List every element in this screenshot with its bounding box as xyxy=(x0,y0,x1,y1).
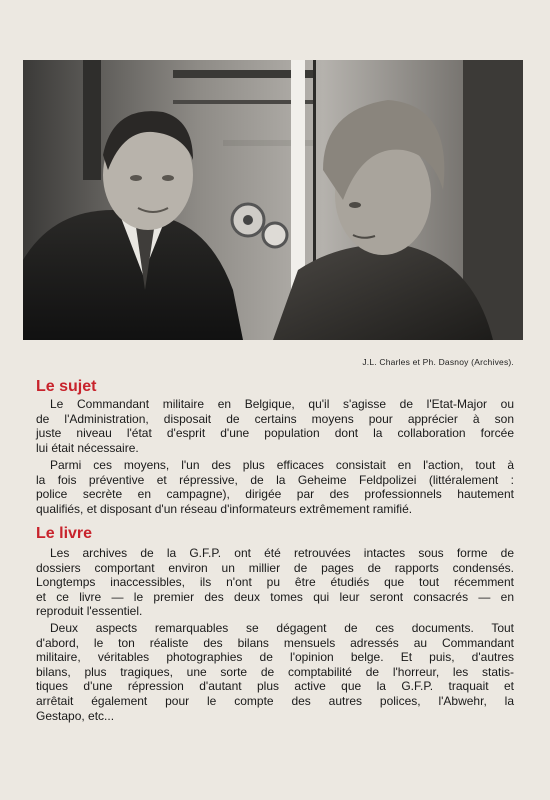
text-line: Les archives de la G.F.P. ont été retrouvées intactes sous forme de xyxy=(50,546,514,560)
text-line: Longtemps inaccessibles, ils n'ont pu être étudiés que tout récemment xyxy=(36,575,514,590)
text-line: Gestapo, etc... xyxy=(36,708,115,723)
text-line: reproduit l'essentiel. xyxy=(36,604,143,619)
text-line: lui était nécessaire. xyxy=(36,440,139,455)
text-line: d'abord, le ton réaliste des bilans mensuels adressés au Commandant xyxy=(36,635,514,650)
text-line: dossiers comportant environ un millier de pages de rapports condensés. xyxy=(36,560,514,575)
text-line: de l'Administration, disposait de certains moyens pour apprécier à son xyxy=(36,411,514,426)
text-line: juste niveau l'état d'esprit d'une population dont la collaboration forcée xyxy=(36,426,514,441)
text-line: Parmi ces moyens, l'un des plus efficaces consistait en l'action, tout à xyxy=(50,458,514,472)
text-line: et ce livre — le premier des deux tomes qui leur seront consacrés — en xyxy=(36,589,514,604)
text-line: qualifiés, et disposant d'un réseau d'informateurs extrêmement ramifié. xyxy=(36,501,413,516)
text-line: police secrète en campagne), dirigée par des professionnels hautement xyxy=(36,487,514,502)
cover-photo xyxy=(23,60,523,340)
paragraph xyxy=(36,621,514,723)
section-title-livre: Le livre xyxy=(36,525,93,542)
paragraph xyxy=(36,546,514,619)
photo-caption: J.L. Charles et Ph. Dasnoy (Archives). xyxy=(362,357,514,367)
section-title-sujet: Le sujet xyxy=(36,378,97,395)
paragraph xyxy=(36,458,514,516)
text-line: Le Commandant militaire en Belgique, qu'il s'agisse de l'Etat-Major ou xyxy=(50,397,514,411)
text-line: arrêtait également pour le compte des autres polices, l'Abwehr, la xyxy=(36,693,514,708)
text-line: bilans, plus tragiques, une sorte de comptabilité de l'horreur, les statis- xyxy=(36,664,514,679)
paragraph xyxy=(36,397,514,455)
text-line: tiques d'une répression d'autant plus active que la G.F.P. traquait et xyxy=(36,679,514,694)
text-line: Deux aspects remarquables se dégagent de ces documents. Tout xyxy=(50,621,514,635)
text-line: la fois préventive et répressive, de la Geheime Feldpolizei (littéralement : xyxy=(36,472,514,487)
text-line: militaire, véritables photographies de l'opinion belge. Et puis, d'autres xyxy=(36,650,514,665)
